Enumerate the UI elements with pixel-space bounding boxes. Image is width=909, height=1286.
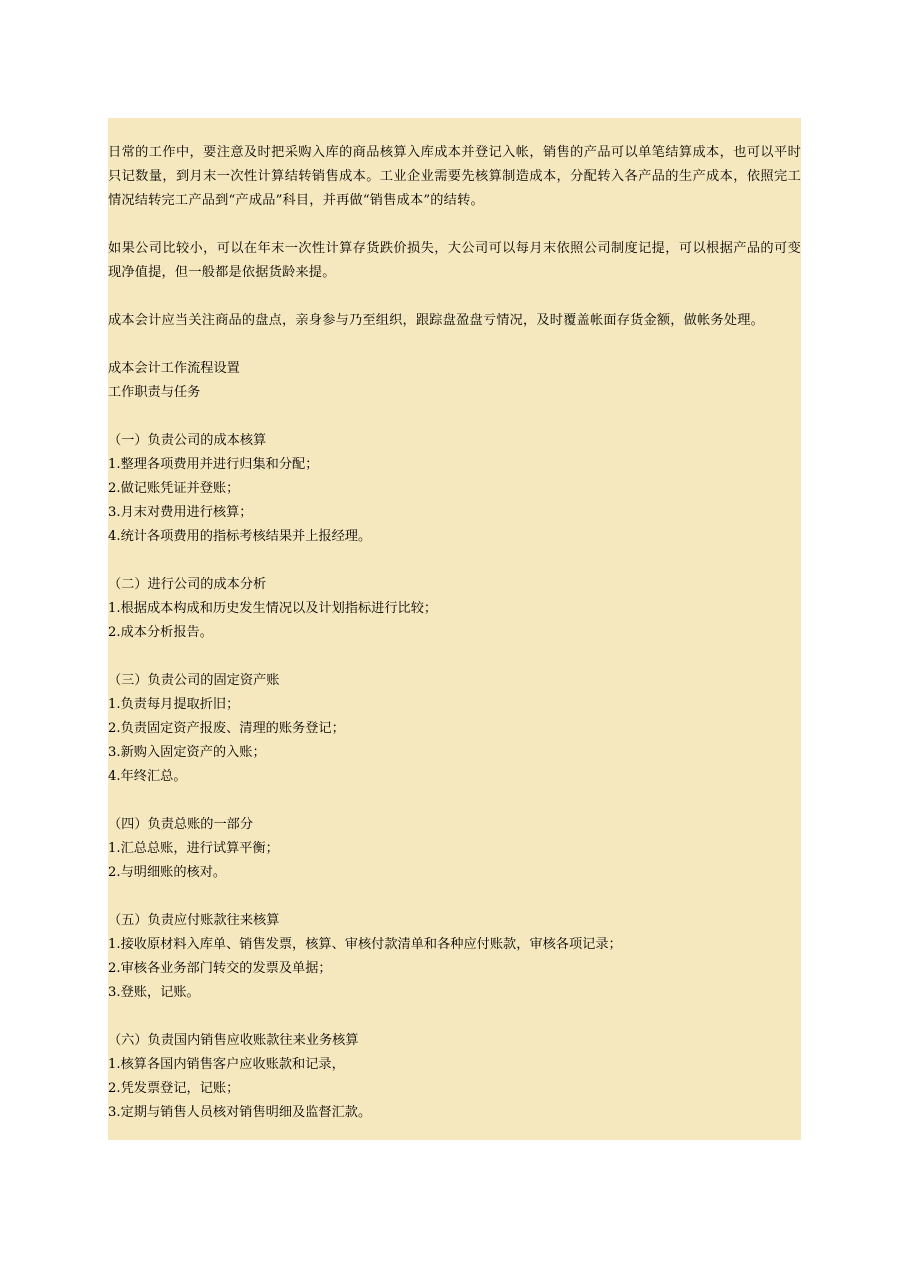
section-title: （二）进行公司的成本分析 [108, 577, 267, 592]
list-item: 2.与明细账的核对。 [108, 865, 227, 880]
heading-block [108, 357, 801, 405]
list-item: 1.根据成本构成和历史发生情况以及计划指标进行比较； [108, 601, 438, 616]
list-item: 4.统计各项费用的指标考核结果并上报经理。 [108, 529, 372, 544]
list-item: 1.接收原材料入库单、销售发票，核算、审核付款清单和各种应付账款，审核各项记录； [108, 937, 622, 952]
heading-flow: 成本会计工作流程设置 [108, 361, 240, 376]
section-cost-analysis [108, 573, 801, 645]
list-item: 4.年终汇总。 [108, 769, 187, 784]
list-item: 1.负责每月提取折旧； [108, 697, 240, 712]
section-title: （四）负责总账的一部分 [108, 817, 254, 832]
list-item: 3.定期与销售人员核对销售明细及监督汇款。 [108, 1105, 372, 1120]
section-accounts-payable [108, 909, 801, 1005]
list-item: 3.月末对费用进行核算； [108, 505, 253, 520]
section-accounts-receivable [108, 1029, 801, 1125]
section-title: （一）负责公司的成本核算 [108, 433, 267, 448]
list-item: 2.做记账凭证并登账； [108, 481, 240, 496]
section-cost-accounting [108, 429, 801, 549]
section-general-ledger [108, 813, 801, 885]
document-body [108, 141, 801, 1125]
list-item: 2.审核各业务部门转交的发票及单据； [108, 961, 332, 976]
list-item: 1.核算各国内销售客户应收账款和记录， [108, 1057, 345, 1072]
list-item: 2.负责固定资产报废、清理的账务登记； [108, 721, 345, 736]
list-item: 2.成本分析报告。 [108, 625, 213, 640]
list-item: 1.整理各项费用并进行归集和分配； [108, 457, 319, 472]
paragraph-stocktaking: 成本会计应当关注商品的盘点，亲身参与乃至组织，跟踪盘盈盘亏情况，及时覆盖帐面存货金额，做帐务处理。 [108, 313, 764, 328]
list-item: 3.登账，记账。 [108, 985, 200, 1000]
section-title: （六）负责国内销售应收账款往来业务核算 [108, 1033, 359, 1048]
list-item: 1.汇总总账，进行试算平衡； [108, 841, 279, 856]
list-item: 2.凭发票登记，记账； [108, 1081, 240, 1096]
paragraph-inventory-loss: 如果公司比较小，可以在年末一次性计算存货跌价损失，大公司可以每月末依照公司制度记提，可以根据产品的可变现净值提，但一般都是依据货龄来提。 [108, 241, 801, 280]
section-title: （五）负责应付账款往来核算 [108, 913, 280, 928]
heading-duties: 工作职责与任务 [108, 385, 201, 400]
list-item: 3.新购入固定资产的入账； [108, 745, 266, 760]
paragraph-daily-work: 日常的工作中，要注意及时把采购入库的商品核算入库成本并登记入帐，销售的产品可以单笔结算成本，也可以平时只记数量，到月末一次性计算结转销售成本。工业企业需要先核算制造成本，分配转入各产品的生产成本，依照完工情况结转完工产品到“产成品”科目，并再做“销售成本”的结转。 [108, 145, 801, 208]
section-fixed-assets [108, 669, 801, 789]
section-title: （三）负责公司的固定资产账 [108, 673, 280, 688]
